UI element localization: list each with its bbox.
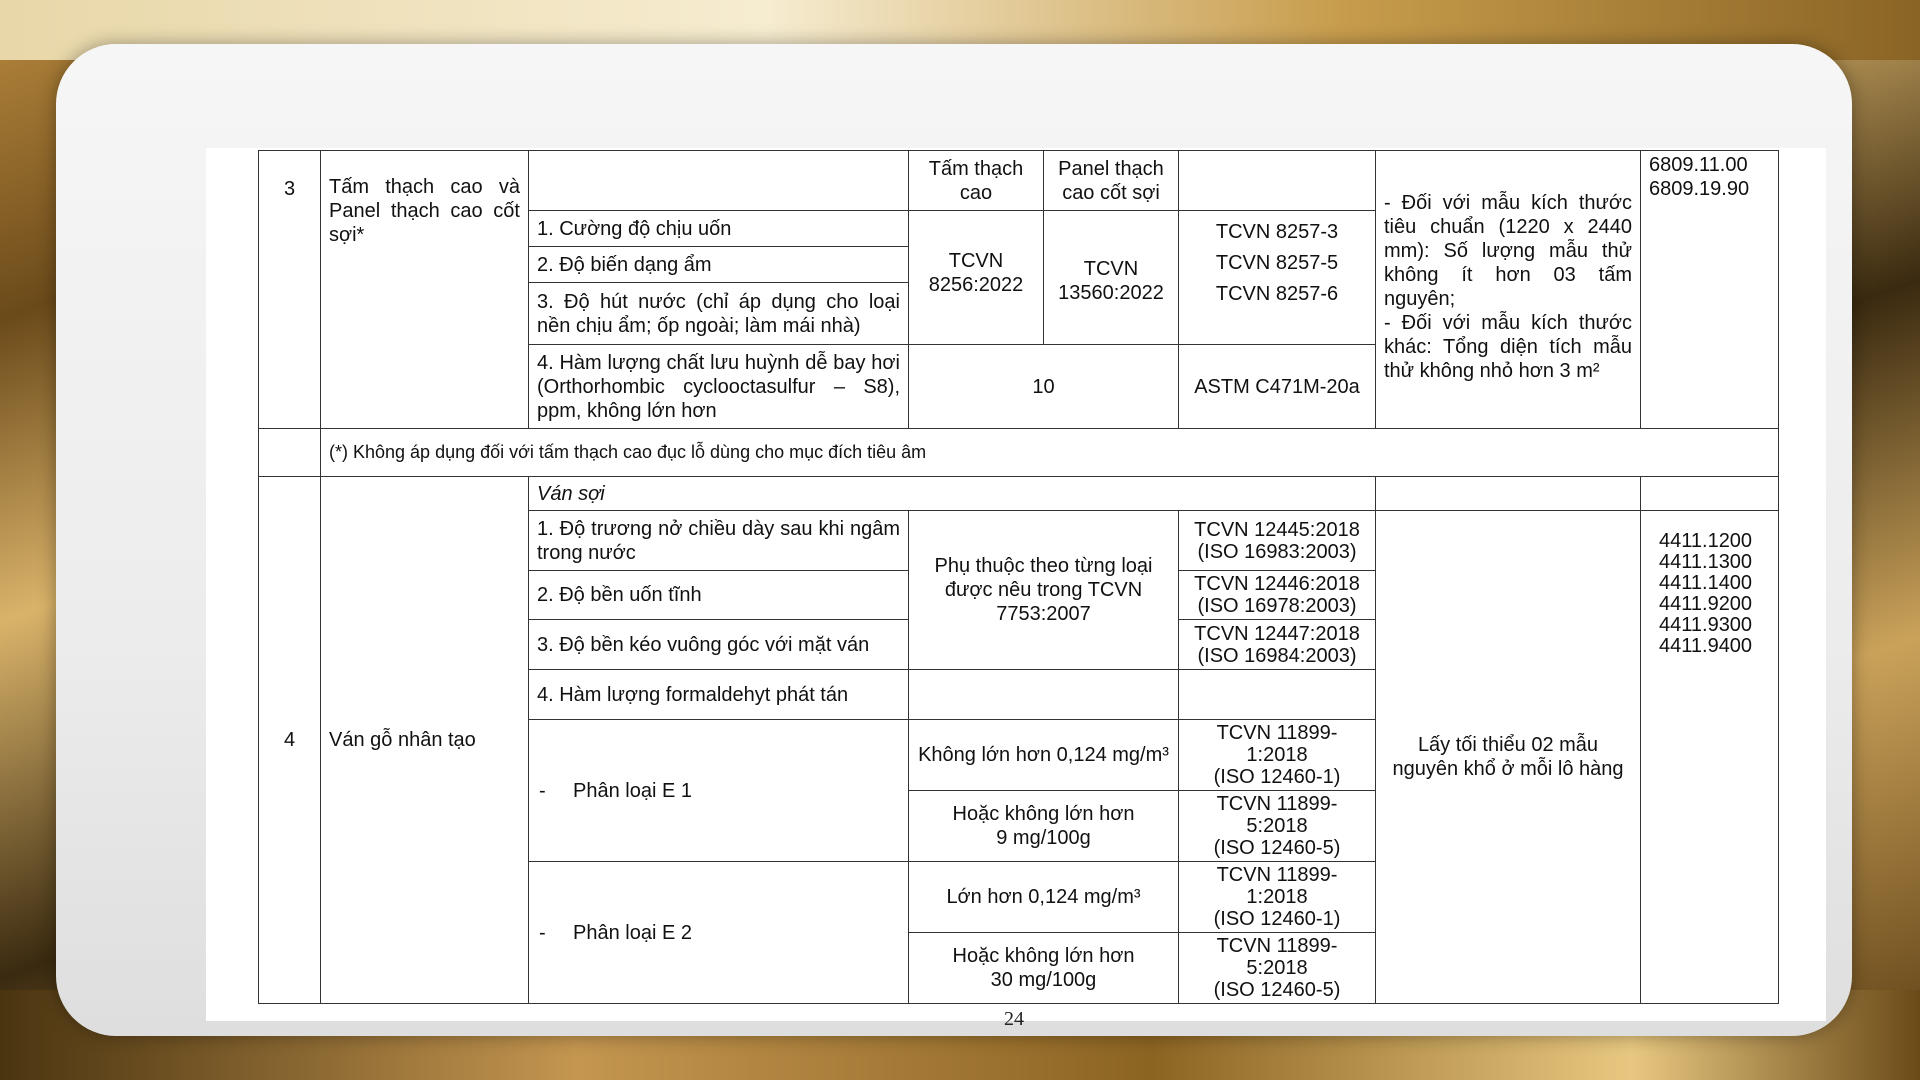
row4-subheader: Ván sợi (529, 477, 1376, 511)
row4-criterion-3: 3. Độ bền kéo vuông góc với mặt ván (529, 620, 909, 670)
row4-criterion-4: 4. Hàm lượng formaldehyt phát tán (529, 670, 909, 720)
slide-card (56, 44, 1852, 1036)
row3-criterion-3: 3. Độ hút nước (chỉ áp dụng cho loại nền chịu ẩm; ốp ngoài; làm mái nhà) (529, 283, 909, 345)
empty-cell (1641, 477, 1779, 511)
table-row (259, 429, 1779, 477)
row4-e2-req-1: Lớn hơn 0,124 mg/m³ (909, 862, 1179, 933)
row4-e2-method-1: TCVN 11899-1:2018 (ISO 12460-1) (1179, 862, 1376, 933)
row3-product: Tấm thạch cao và Panel thạch cao cốt sợi* (321, 151, 529, 429)
row3-col-b-header: Panel thạch cao cốt sợi (1044, 151, 1179, 211)
empty-cell (1179, 151, 1376, 211)
row3-criterion-2: 2. Độ biến dạng ẩm (529, 247, 909, 283)
empty-cell (909, 670, 1179, 720)
dash-mark: - (539, 779, 546, 802)
row4-class-e1-label: Phân loại E 1 (573, 779, 692, 802)
row3-sampling: - Đối với mẫu kích thước tiêu chuẩn (1220 x 2440 mm): Số lượng mẫu thử không ít hơn 03 tấm nguyên; - Đối với mẫu kích thước khác: Tổng diện tích mẫu thử không nhỏ hơn 3 m² (1376, 151, 1641, 429)
row3-method-1: TCVN 8257-3 (1215, 221, 1339, 243)
row4-req-fiber: Phụ thuộc theo từng loại được nêu trong TCVN 7753:2007 (909, 511, 1179, 670)
row3-col-a-header: Tấm thạch cao (909, 151, 1044, 211)
row4-criterion-1: 1. Độ trương nở chiều dày sau khi ngâm trong nước (529, 511, 909, 571)
document-page (206, 148, 1826, 1030)
row3-criterion-1: 1. Cường độ chịu uốn (529, 211, 909, 247)
empty-cell (259, 429, 321, 477)
row3-method-3: TCVN 8257-6 (1215, 283, 1339, 305)
row4-e1-method-1: TCVN 11899-1:2018 (ISO 12460-1) (1179, 720, 1376, 791)
row4-e1-req-2: Hoặc không lớn hơn 9 mg/100g (909, 791, 1179, 862)
row3-footnote: (*) Không áp dụng đối với tấm thạch cao đục lỗ dùng cho mục đích tiêu âm (321, 429, 1779, 477)
regulation-table (258, 150, 1779, 1004)
row3-methods (1179, 211, 1376, 345)
row3-req-b: TCVN 13560:2022 (1044, 211, 1179, 345)
empty-cell (1179, 670, 1376, 720)
row4-class-e2 (529, 862, 909, 1004)
row3-hs-codes: 6809.11.00 6809.19.90 (1641, 151, 1779, 429)
row4-e2-method-2: TCVN 11899-5:2018 (ISO 12460-5) (1179, 933, 1376, 1004)
row4-method-2: TCVN 12446:2018 (ISO 16978:2003) (1179, 571, 1376, 620)
dash-mark: - (539, 921, 546, 944)
row4-e1-method-2: TCVN 11899-5:2018 (ISO 12460-5) (1179, 791, 1376, 862)
table-row (259, 477, 1779, 511)
row4-stt: 4 (259, 477, 321, 1004)
row4-method-3: TCVN 12447:2018 (ISO 16984:2003) (1179, 620, 1376, 670)
empty-cell (529, 151, 909, 211)
row4-hs-codes: 4411.1200 4411.1300 4411.1400 4411.9200 4411.9300 4411.9400 (1641, 511, 1779, 1004)
row4-class-e1 (529, 720, 909, 862)
empty-cell (1376, 477, 1641, 511)
row4-product: Ván gỗ nhân tạo (321, 477, 529, 1004)
row4-class-e2-label: Phân loại E 2 (573, 921, 692, 944)
row4-e2-req-2: Hoặc không lớn hơn 30 mg/100g (909, 933, 1179, 1004)
row3-stt: 3 (259, 151, 321, 429)
row4-sampling: Lấy tối thiểu 02 mẫu nguyên khổ ở mỗi lô hàng (1376, 511, 1641, 1004)
row3-method-2: TCVN 8257-5 (1215, 252, 1339, 274)
table-row (259, 151, 1779, 211)
row3-req-a: TCVN 8256:2022 (909, 211, 1044, 345)
page-number: 24 (1004, 1008, 1024, 1030)
row4-e1-req-1: Không lớn hơn 0,124 mg/m³ (909, 720, 1179, 791)
row3-req-sulfur: 10 (909, 345, 1179, 429)
row4-criterion-2: 2. Độ bền uốn tĩnh (529, 571, 909, 620)
row3-method-sulfur: ASTM C471M-20a (1179, 345, 1376, 429)
row4-method-1: TCVN 12445:2018 (ISO 16983:2003) (1179, 511, 1376, 571)
row3-criterion-4: 4. Hàm lượng chất lưu huỳnh dễ bay hơi (Orthorhombic cyclooctasulfur – S8), ppm, không lớn hơn (529, 345, 909, 429)
